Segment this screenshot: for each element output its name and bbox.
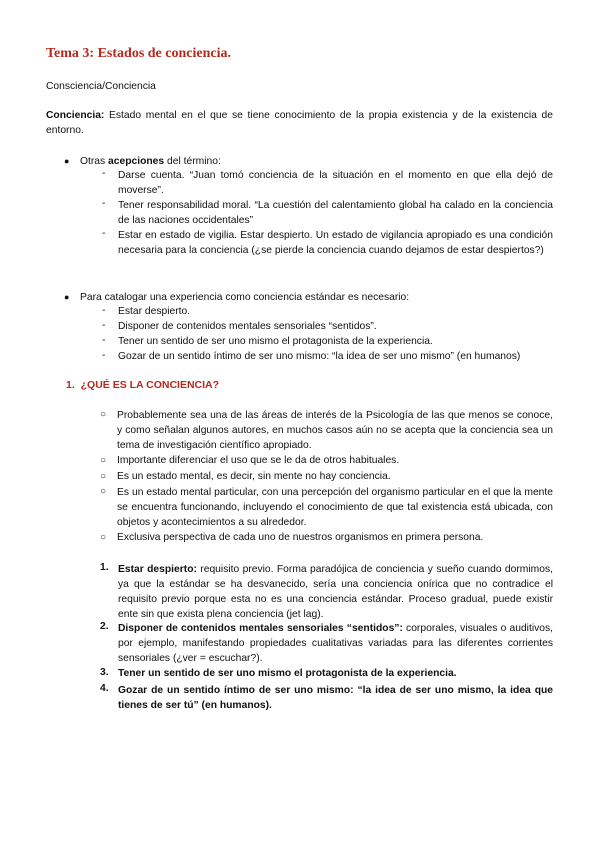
circle-bullet-icon: ○: [100, 532, 107, 543]
dash-icon: -: [102, 198, 106, 209]
circle-bullet-icon: ○: [100, 455, 107, 466]
definition-term: Conciencia:: [46, 110, 105, 121]
acepciones-intro-post: del término:: [164, 156, 221, 167]
dash-icon: -: [102, 350, 106, 361]
list-item: Gozar de un sentido íntimo de ser uno mismo: “la idea de ser uno mismo” (en humanos): [118, 351, 521, 362]
list-item: Es un estado mental, es decir, sin mente no hay conciencia.: [117, 471, 391, 482]
section-number: 1.: [66, 379, 75, 391]
section-heading-text: ¿QUÉ ES LA CONCIENCIA?: [80, 379, 220, 391]
list-item: Importante diferenciar el uso que se le da de otros habituales.: [117, 455, 400, 466]
item-number: 1.: [100, 562, 109, 573]
subtitle: Consciencia/Conciencia: [46, 81, 156, 92]
list-item: Estar despierto.: [118, 306, 191, 317]
definition-text: Estado mental en el que se tiene conocimiento de la propia existencia y de la existencia de entorno.: [46, 110, 553, 136]
acepciones-intro-bold: acepciones: [108, 156, 165, 167]
dash-icon: -: [102, 168, 106, 179]
numbered-item: [118, 621, 553, 666]
numbered-item-bold: Gozar de un sentido íntimo de ser uno mismo: “la idea de ser uno mismo, la idea que tienes de ser tú” (en humanos).: [118, 685, 553, 711]
catalogar-intro: Para catalogar una experiencia como conciencia estándar es necesario:: [80, 292, 410, 303]
numbered-item: [118, 667, 457, 681]
bullet-icon: ●: [64, 292, 70, 302]
dash-icon: -: [102, 305, 106, 316]
bullet-icon: ●: [64, 156, 70, 166]
dash-icon: -: [102, 320, 106, 331]
section-heading: [66, 379, 219, 391]
list-item: Tener un sentido de ser uno mismo el protagonista de la experiencia.: [118, 336, 433, 347]
definition-paragraph: [46, 108, 553, 138]
list-item: Disponer de contenidos mentales sensoriales “sentidos”.: [118, 321, 377, 332]
numbered-item-bold: Disponer de contenidos mentales sensoriales “sentidos”:: [118, 623, 403, 634]
dash-icon: -: [102, 335, 106, 346]
list-item: Estar en estado de vigilia. Estar despierto. Un estado de vigilancia apropiado es una condición necesaria para la conciencia (¿se pierde la conciencia cuando dejamos de estar despiertos?): [118, 230, 553, 256]
numbered-item-text: corporales, visuales o auditivos, por ejemplo, manifestando propiedades cualitativas variadas para las diferentes corrientes sensoriales (¿ver = escuchar?).: [118, 623, 553, 664]
numbered-item: [118, 683, 553, 713]
numbered-item: [118, 562, 553, 622]
acepciones-intro-pre: Otras: [80, 156, 109, 167]
numbered-item-text: requisito previo. Forma paradójica de conciencia y sueño cuando dormimos, ya que la estándar se ha desvanecido, sería una conciencia onírica que no contradice el requisito previo porque esta no es una conciencia estándar. Proceso gradual, puede existir ente sin que exista plena conciencia (jet lag).: [118, 564, 553, 620]
list-item: Es un estado mental particular, con una percepción del organismo particular en el que la mente se encuentra funcionando, incluyendo el conocimiento de que tal existencia está ubicada, con objetos y acontecimientos a su alrededor.: [117, 487, 553, 528]
acepciones-intro: [80, 155, 221, 169]
circle-bullet-icon: ○: [100, 409, 107, 420]
item-number: 3.: [100, 667, 109, 678]
dash-icon: -: [102, 228, 106, 239]
item-number: 2.: [100, 621, 109, 632]
circle-bullet-icon: ○: [100, 471, 107, 482]
numbered-item-bold: Tener un sentido de ser uno mismo el protagonista de la experiencia.: [118, 668, 457, 679]
list-item: Exclusiva perspectiva de cada uno de nuestros organismos en primera persona.: [117, 532, 484, 543]
list-item: Probablemente sea una de las áreas de interés de la Psicología de las que menos se conoce, y como señalan algunos autores, en muchos casos aún no se acepta que la conciencia sea un tema de investigación científico apropiado.: [117, 410, 553, 451]
item-number: 4.: [100, 683, 109, 694]
circle-bullet-icon: ○: [100, 486, 107, 497]
list-item: Darse cuenta. “Juan tomó conciencia de la situación en el momento en que ella dejó de moverse”.: [118, 170, 553, 196]
numbered-item-bold: Estar despierto:: [118, 564, 197, 575]
list-item: Tener responsabilidad moral. “La cuestión del calentamiento global ha calado en la conciencia de las naciones occidentales”: [118, 200, 553, 226]
page-title: Tema 3: Estados de conciencia.: [46, 46, 231, 61]
